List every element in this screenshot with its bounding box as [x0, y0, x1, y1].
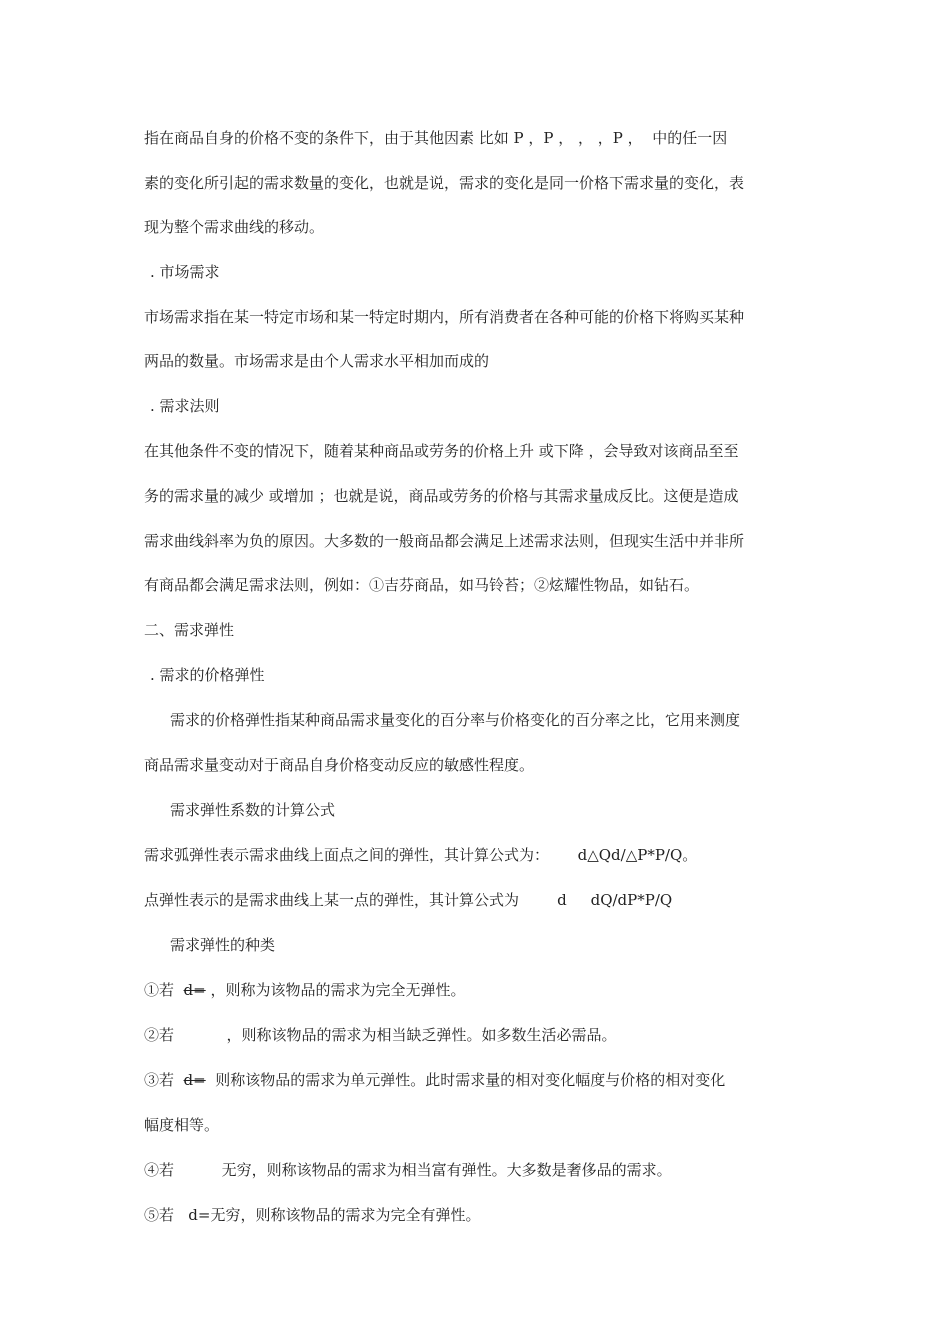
section-heading-market-demand: . 市场需求 [150, 263, 220, 281]
paragraph-line: 需求的价格弹性指某种商品需求量变化的百分率与价格变化的百分率之比，它用来测度 [170, 711, 741, 729]
paragraph-line: 市场需求指在某一特定市场和某一特定时期内，所有消费者在各种可能的价格下将购买某种 [144, 308, 745, 326]
formula-arc-elasticity: 需求弧弹性表示需求曲线上面点之间的弹性，其计算公式为： d△Qd/△P*P/Q。 [144, 846, 698, 864]
section-heading-elasticity: 二、需求弹性 [144, 621, 235, 639]
section-heading-price-elasticity: . 需求的价格弹性 [150, 666, 265, 684]
paragraph-line: 务的需求量的减少 或增加 ；也就是说，商品或劳务的价格与其需求量成反比。这便是造成 [144, 487, 739, 505]
formula-symbol: d= [183, 1071, 206, 1089]
paragraph-line: 指在商品自身的价格不变的条件下，由于其他因素 比如 P ，P ， ， ，P ， 中的任一因 [144, 129, 728, 147]
paragraph-line: 在其他条件不变的情况下，随着某种商品或劳务的价格上升 或下降 ，会导致对该商品至至 [144, 442, 739, 460]
section-heading-types: 需求弹性的种类 [170, 936, 276, 954]
type-prefix: ①若 [144, 981, 184, 999]
paragraph-line: 现为整个需求曲线的移动。 [144, 218, 325, 236]
elasticity-type-2: ②若 ，则称该物品的需求为相当缺乏弹性。如多数生活必需品。 [144, 1026, 617, 1044]
section-heading-demand-law: . 需求法则 [150, 397, 220, 415]
paragraph-line: 素的变化所引起的需求数量的变化，也就是说，需求的变化是同一价格下需求量的变化，表 [144, 174, 745, 192]
section-heading-formula: 需求弹性系数的计算公式 [170, 801, 336, 819]
paragraph-line: 两品的数量。市场需求是由个人需求水平相加而成的 [144, 352, 490, 370]
type-prefix: ③若 [144, 1071, 184, 1089]
paragraph-line: 有商品都会满足需求法则，例如：①吉芬商品，如马铃苔；②炫耀性物品，如钻石。 [144, 576, 700, 594]
elasticity-type-1 [144, 980, 466, 1000]
type-text: 则称该物品的需求为单元弹性。此时需求量的相对变化幅度与价格的相对变化 [205, 1071, 726, 1089]
elasticity-type-3 [144, 1070, 725, 1090]
paragraph-line: 商品需求量变动对于商品自身价格变动反应的敏感性程度。 [144, 756, 535, 774]
formula-point-elasticity: 点弹性表示的是需求曲线上某一点的弹性，其计算公式为 d dQ/dP*P/Q [144, 891, 673, 909]
paragraph-line: 需求曲线斜率为负的原因。大多数的一般商品都会满足上述需求法则，但现实生活中并非所 [144, 532, 745, 550]
formula-symbol: d= [183, 981, 206, 999]
elasticity-type-5: ⑤若 d=无穷，则称该物品的需求为完全有弹性。 [144, 1206, 481, 1224]
paragraph-line: 幅度相等。 [144, 1116, 220, 1134]
type-text: ，则称为该物品的需求为完全无弹性。 [205, 981, 466, 999]
elasticity-type-4: ④若 无穷，则称该物品的需求为相当富有弹性。大多数是奢侈品的需求。 [144, 1161, 672, 1179]
